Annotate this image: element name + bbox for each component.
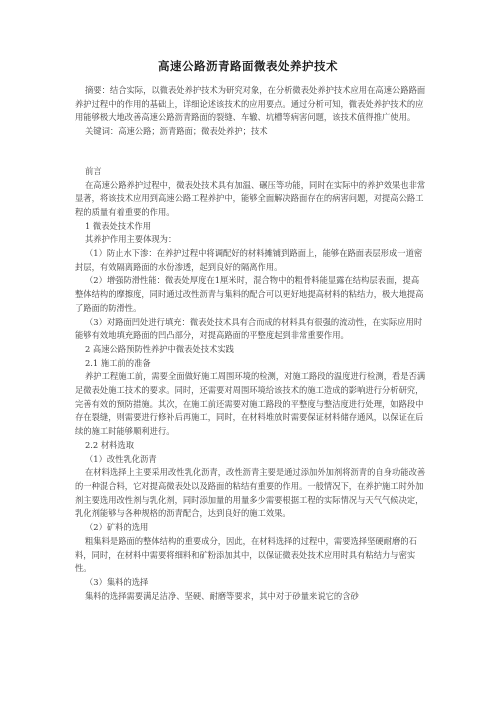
- section-2-2-sub-1-text: 在材料选择上主要采用改性乳化沥青，改性沥青主要是通过添加外加剂将沥青的自身功能改善的一种混合料，它对提高微表处以及路面的粘结有重要的作用。一般情况下，在养护施工时外加剂主要选用改性剂与乳化剂，同时添加量的用量多少需要根据工程的实际情况与天气气候决定，乳化剂能够与各种规格的沥青配合，达到良好的施工效果。: [75, 467, 426, 519]
- keywords: 关键词：高速公路；沥青路面；微表处养护；技术: [85, 126, 268, 137]
- section-1-point-1: （1）防止水下渗：在养护过程中将调配好的材料摊铺到路面上，能够在路面表层形成一道密封层，有效隔离路面的水份渗透，起到良好的隔离作用。: [75, 248, 423, 272]
- section-2-2-sub-3-heading: （3）集料的选择: [85, 576, 149, 587]
- section-2-1-text: 养护工程施工前，需要全面做好施工周围环境的检测，对施工路段的温度进行检测，看是否满足微表处施工技术的要求。同时，还需要对周围环境给该技术的施工造成的影响进行分析研究，完善有效的预防措施。其次，在施工前还需要对施工路段的平整度与整洁度进行处理，如路段中存在裂缝，则需要进行修补后再施工，同时，在材料堆放时需要保证材料储存通风，以保证在后续的施工时能够顺利进行。: [75, 371, 426, 437]
- section-2-2-heading: 2.2 材料选取: [85, 439, 135, 450]
- abstract: 摘要：结合实际，以微表处养护技术为研究对象，在分析微表处养护技术应用在高速公路路面养护过程中的作用的基础上，详细论述该技术的应用要点。通过分析可知，微表处养护技术的应用能够极大地改善高速公路沥青路面的裂缝、车辙、坑槽等病害问题，该技术值得推广使用。: [75, 85, 426, 123]
- preface-heading: 前言: [85, 165, 102, 176]
- section-1-point-3: （3）对路面凹处进行填充：微表处技术具有合而成的材料具有很强的流动性，在实际应用时能够有效地填充路面的凹凸部分，对提高路面的平整度起到非常重要作用。: [75, 316, 423, 341]
- section-2-2-sub-3-text: 集料的选择需要满足洁净、坚硬、耐磨等要求，其中对于砂量来说它的含砂: [85, 590, 359, 601]
- spacer: [75, 139, 427, 152]
- section-2-2-sub-2-text: 粗集料是路面的整体结构的重要成分，因此，在材料选择的过程中，需要选择坚硬耐磨的石料，同时，在材料中需要将细料和矿粉添加其中，以保证微表处技术应用时具有粘结力与密实性。: [75, 535, 417, 574]
- section-1-point-2: （2）增强防滑性能：微表处厚度在1厘米时，混合物中的粗骨料能显露在结构层表面，提高整体结构的摩擦度，同时通过改性沥青与集料的配合可以更好地提高材料的粘结力，极大地提高了路面的防滑性。: [75, 275, 424, 313]
- document-title: 高速公路沥青路面微表处养护技术: [158, 59, 338, 73]
- preface-text: 在高速公路养护过程中，微表处技术具有加温、碾压等功能，同时在实际中的养护效果也非常显著，将该技术应用到高速公路工程养护中，能够全面解决路面存在的病害问题，对提高公路工程的质量有着重要的作用。: [75, 179, 426, 217]
- spacer: [75, 152, 427, 165]
- section-2-2-sub-1-heading: （1）改性乳化沥青: [85, 453, 157, 464]
- section-1-heading: 1 微表处技术作用: [85, 220, 151, 231]
- section-2-heading: 2 高速公路预防性养护中微表处技术实践: [85, 343, 234, 354]
- section-1-intro: 其养护作用主要体现为：: [85, 234, 177, 245]
- section-2-2-sub-2-heading: （2）矿料的选用: [85, 522, 149, 533]
- document-body: [75, 84, 427, 603]
- section-2-1-heading: 2.1 施工前的准备: [85, 357, 151, 368]
